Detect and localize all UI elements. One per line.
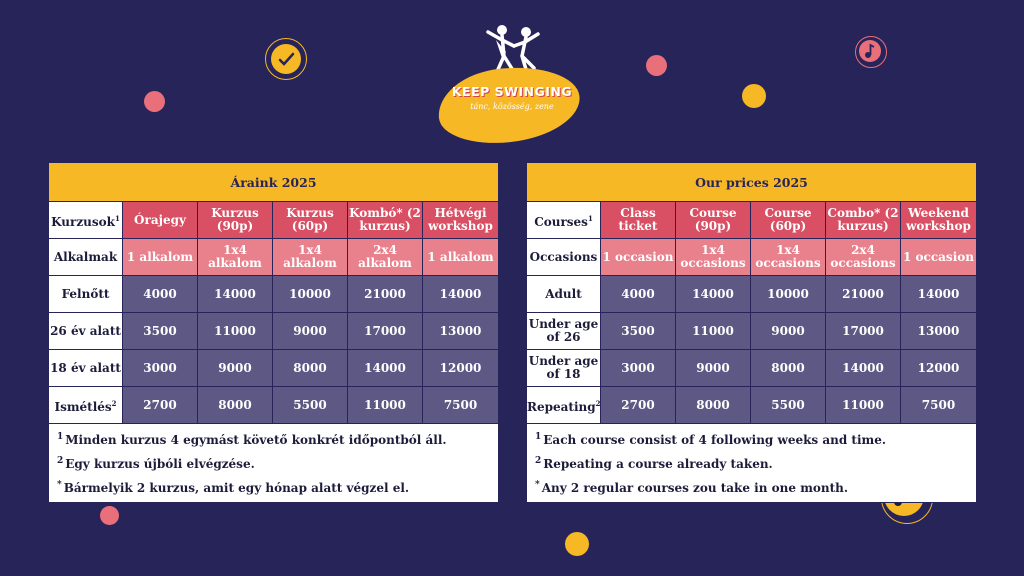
footnote: $^2$ Egy kurzus újbóli elvégzése.: [57, 456, 255, 471]
price-cell: 10000: [751, 276, 826, 313]
price-cell: 7500: [423, 387, 499, 424]
price-cell: 9000: [751, 313, 826, 350]
row-label-occasions: Occasions: [527, 239, 601, 276]
price-cell: 11000: [198, 313, 273, 350]
table-row: [49, 313, 499, 350]
price-cell: 2700: [601, 387, 676, 424]
occasion-cell: 1x4 alkalom: [198, 239, 273, 276]
course-header: Combo* (2 kurzus): [826, 202, 901, 239]
row-label: Under age of 18: [527, 350, 601, 387]
table-row: [527, 350, 977, 387]
price-cell: 9000: [273, 313, 348, 350]
price-cell: 2700: [123, 387, 198, 424]
price-cell: 5500: [751, 387, 826, 424]
clock-icon: [271, 44, 301, 74]
course-header: Weekend workshop: [901, 202, 977, 239]
price-cell: 12000: [423, 350, 499, 387]
table-title: Our prices 2025: [527, 163, 977, 202]
table-row: [527, 387, 977, 424]
price-cell: 8000: [751, 350, 826, 387]
price-cell: 14000: [423, 276, 499, 313]
decor-dot: [646, 55, 667, 76]
row-label: 26 év alatt: [49, 313, 123, 350]
course-header: Course (90p): [676, 202, 751, 239]
occasion-cell: 1x4 alkalom: [273, 239, 348, 276]
row-label: Ismétlés$^2$: [49, 387, 123, 424]
occasion-cell: 1x4 occasions: [676, 239, 751, 276]
row-label-courses: Kurzusok$^1$: [49, 202, 123, 239]
footnote: $^2$ Repeating a course already taken.: [535, 456, 773, 471]
row-label-courses: Courses$^1$: [527, 202, 601, 239]
row-label: Adult: [527, 276, 601, 313]
footnote: $^1$ Minden kurzus 4 egymást követő konkrét időpontból áll.: [57, 432, 447, 447]
price-cell: 8000: [273, 350, 348, 387]
price-cell: 14000: [826, 350, 901, 387]
table-row: [49, 387, 499, 424]
price-cell: 11000: [676, 313, 751, 350]
brand-logo: [432, 22, 592, 126]
occasion-cell: 2x4 occasions: [826, 239, 901, 276]
price-cell: 13000: [423, 313, 499, 350]
price-cell: 8000: [198, 387, 273, 424]
decor-dot: [144, 91, 165, 112]
brand-title: KEEP SWINGING: [451, 84, 573, 99]
price-cell: 3000: [123, 350, 198, 387]
row-label: Under age of 26: [527, 313, 601, 350]
price-cell: 17000: [348, 313, 423, 350]
price-cell: 8000: [676, 387, 751, 424]
price-cell: 7500: [901, 387, 977, 424]
table-row: [49, 276, 499, 313]
price-cell: 12000: [901, 350, 977, 387]
price-cell: 14000: [676, 276, 751, 313]
price-cell: 3500: [123, 313, 198, 350]
occasion-cell: 1 alkalom: [123, 239, 198, 276]
occasion-cell: 1x4 occasions: [751, 239, 826, 276]
price-cell: 5500: [273, 387, 348, 424]
price-cell: 11000: [348, 387, 423, 424]
decor-dot: [100, 506, 119, 525]
price-cell: 4000: [123, 276, 198, 313]
price-table-hu: [48, 162, 499, 503]
price-cell: 3000: [601, 350, 676, 387]
price-cell: 9000: [676, 350, 751, 387]
price-cell: 3500: [601, 313, 676, 350]
price-cell: 11000: [826, 387, 901, 424]
row-label: Repeating$^2$: [527, 387, 601, 424]
price-cell: 14000: [348, 350, 423, 387]
occasion-cell: 2x4 alkalom: [348, 239, 423, 276]
row-label-occasions: Alkalmak: [49, 239, 123, 276]
decor-dot: [565, 532, 589, 556]
music-note-icon: [859, 40, 881, 62]
occasion-cell: 1 occasion: [601, 239, 676, 276]
footnotes: [527, 424, 977, 503]
price-cell: 9000: [198, 350, 273, 387]
occasion-cell: 1 alkalom: [423, 239, 499, 276]
footnote: * Bármelyik 2 kurzus, amit egy hónap alatt végzel el.: [57, 480, 410, 495]
price-cell: 4000: [601, 276, 676, 313]
table-row: [49, 350, 499, 387]
footnote: * Any 2 regular courses zou take in one month.: [535, 480, 849, 495]
course-header: Hétvégi workshop: [423, 202, 499, 239]
footnote: $^1$ Each course consist of 4 following weeks and time.: [535, 432, 887, 447]
course-header: Course (60p): [751, 202, 826, 239]
decor-dot: [742, 84, 766, 108]
course-header: Kurzus (60p): [273, 202, 348, 239]
footnotes: [49, 424, 499, 503]
course-header: Kombó* (2 kurzus): [348, 202, 423, 239]
price-cell: 21000: [348, 276, 423, 313]
table-title: Áraink 2025: [49, 163, 499, 202]
course-header: Órajegy: [123, 202, 198, 239]
table-row: [527, 276, 977, 313]
brand-tagline: tánc, közösség, zene: [470, 102, 554, 111]
price-table-en: [526, 162, 977, 503]
row-label: Felnőtt: [49, 276, 123, 313]
price-cell: 14000: [198, 276, 273, 313]
course-header: Kurzus (90p): [198, 202, 273, 239]
course-header: Class ticket: [601, 202, 676, 239]
price-cell: 10000: [273, 276, 348, 313]
price-cell: 13000: [901, 313, 977, 350]
price-cell: 17000: [826, 313, 901, 350]
table-row: [527, 313, 977, 350]
occasion-cell: 1 occasion: [901, 239, 977, 276]
price-cell: 14000: [901, 276, 977, 313]
row-label: 18 év alatt: [49, 350, 123, 387]
price-cell: 21000: [826, 276, 901, 313]
